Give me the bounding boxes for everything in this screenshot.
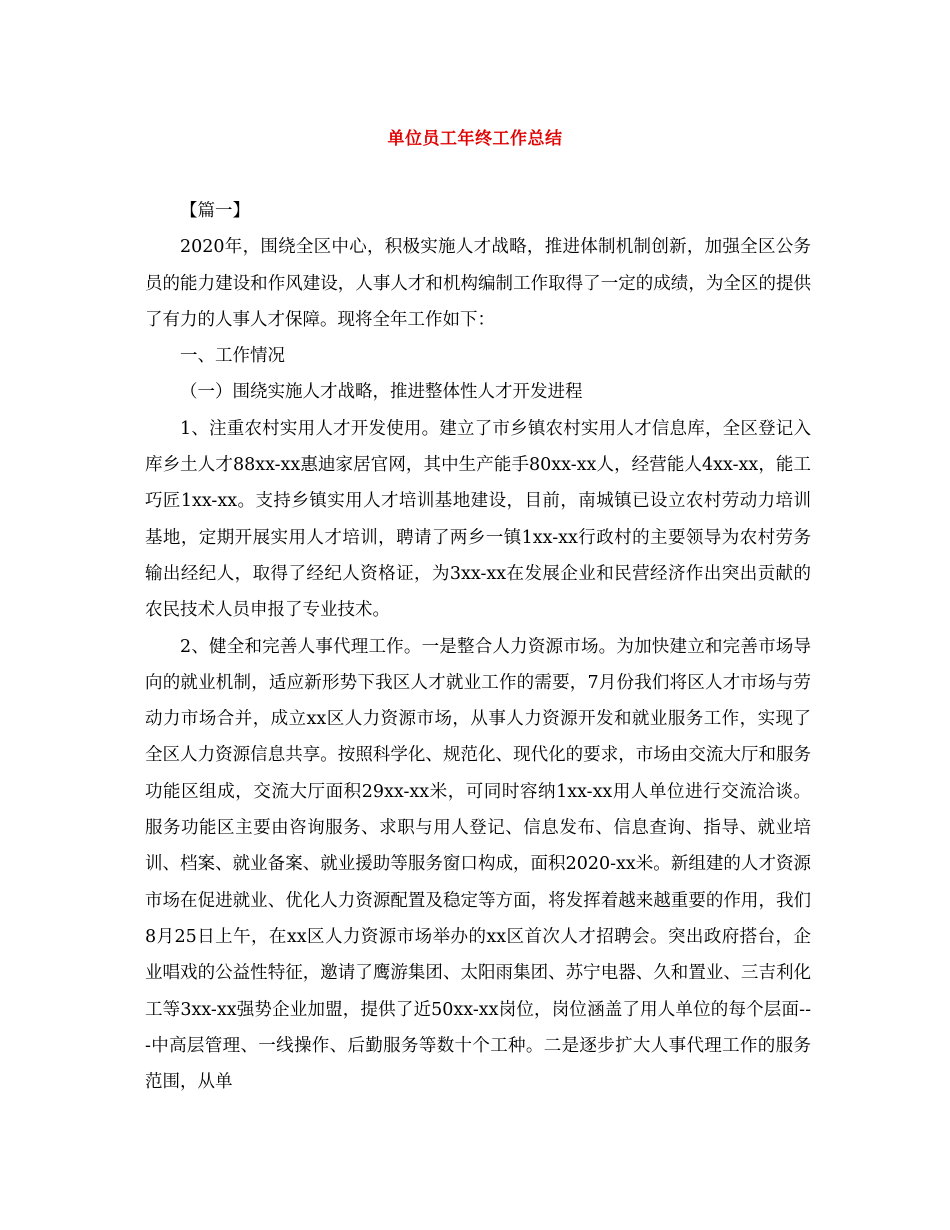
intro-paragraph: 2020年，围绕全区中心，积极实施人才战略，推进体制机制创新，加强全区公务员的能力建设和作风建设，人事人才和机构编制工作取得了一定的成绩，为全区的提供了有力的人事人才保障。现将全年工作如下：	[145, 237, 811, 330]
paragraph-rural-talent: 1、注重农村实用人才开发使用。建立了市乡镇农村实用人才信息库，全区登记入库乡土人才88xx-xx惠迪家居官网，其中生产能手80xx-xx人，经营能人4xx-xx，能工巧匠1xx-xx。支持乡镇实用人才培训基地建设，目前，南城镇已设立农村劳动力培训基地，定期开展实用人才培训，聘请了两乡一镇1xx-xx行政村的主要领导为农村劳务输出经纪人，取得了经纪人资格证，为3xx-xx在发展企业和民营经济作出突出贡献的农民技术人员申报了专业技术。	[145, 418, 811, 621]
subsection-heading-talent-strategy: （一）围绕实施人才战略，推进整体性人才开发进程	[180, 382, 583, 403]
section-heading-work-status: 一、工作情况	[180, 346, 285, 367]
paragraph-personnel-agency: 2、健全和完善人事代理工作。一是整合人力资源市场。为加快建立和完善市场导向的就业机制，适应新形势下我区人才就业工作的需要，7月份我们将区人才市场与劳动力市场合并，成立xx区人力资源市场，从事人力资源开发和就业服务工作，实现了全区人力资源信息共享。按照科学化、规范化、现代化的要求，市场由交流大厅和服务功能区组成，交流大厅面积29xx-xx米，可同时容纳1xx-xx用人单位进行交流洽谈。服务功能区主要由咨询服务、求职与用人登记、信息发布、信息查询、指导、就业培训、档案、就业备案、就业援助等服务窗口构成，面积2020-xx米。新组建的人才资源市场在促进就业、优化人力资源配置及稳定等方面，将发挥着越来越重要的作用，我们8月25日上午，在xx区人力资源市场举办的xx区首次人才招聘会。突出政府搭台，企业唱戏的公益性特征，邀请了鹰游集团、太阳雨集团、苏宁电器、久和置业、三吉利化工等3xx-xx强势企业加盟，提供了近50xx-xx岗位，岗位涵盖了用人单位的每个层面---中高层管理、一线操作、后勤服务等数十个工种。二是逐步扩大人事代理工作的服务范围，从单	[145, 636, 811, 1093]
section-heading-part-one: 【篇一】	[180, 201, 250, 221]
document-body	[145, 193, 811, 1100]
document-title: 单位员工年终工作总结	[387, 129, 563, 149]
